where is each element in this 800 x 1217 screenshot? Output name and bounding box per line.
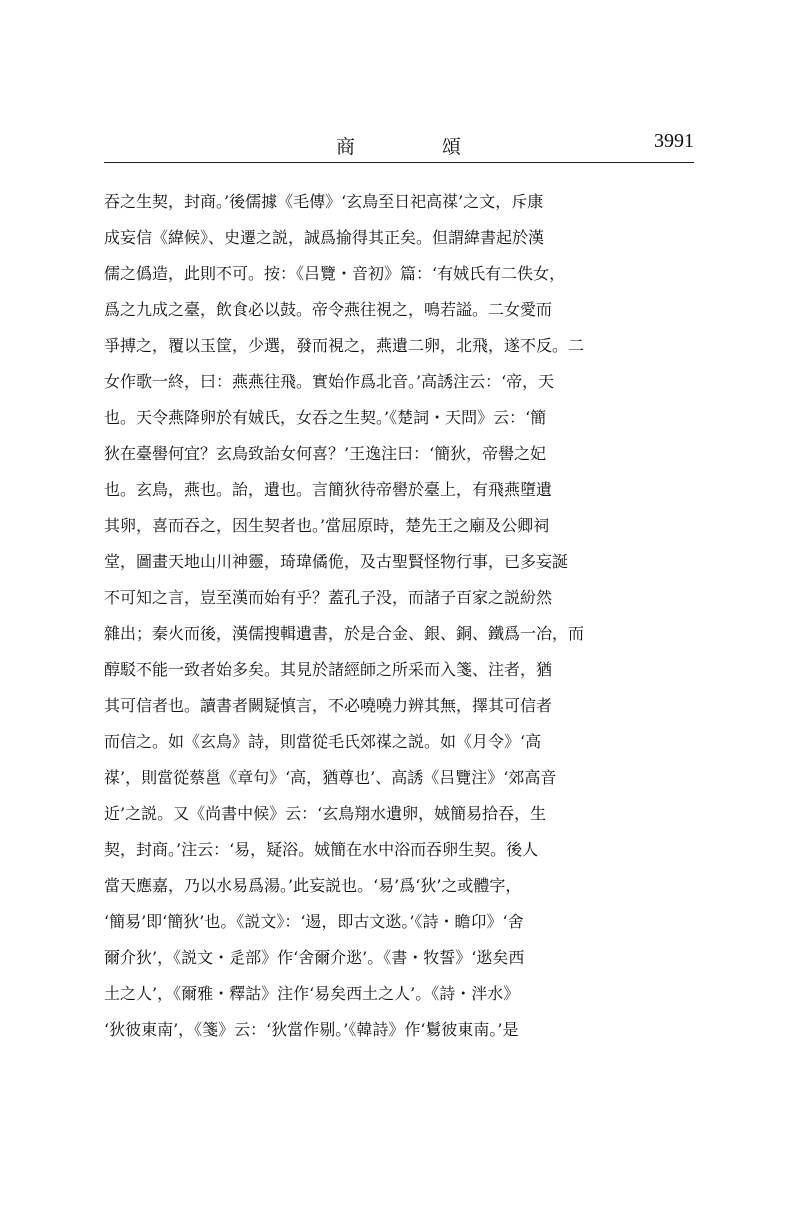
text-line: 近’之説。又《尚書中候》云：‘玄鳥翔水遺卵，娀簡易拾吞，生	[104, 804, 547, 823]
running-title: 商 頌	[336, 136, 496, 158]
text-line: 儒之僞造，此則不可。按：《吕覽・音初》篇：‘有娀氏有二佚女，	[104, 264, 566, 283]
text-line: 堂，圖畫天地山川神靈，琦瑋僪佹，及古聖賢怪物行事，已多妄誕	[104, 552, 569, 571]
text-line: 不可知之言，豈至漢而始有乎？蓋孔子没，而諸子百家之説紛然	[104, 588, 553, 607]
text-line: 其卵，喜而吞之，因生契者也。’當屈原時，楚先王之廟及公卿祠	[104, 516, 550, 535]
text-line: 也。天令燕降卵於有娀氏，女吞之生契。’《楚詞・天問》云：‘簡	[104, 408, 547, 427]
text-line: 狄在臺嚳何宜？玄鳥致詒女何喜？’王逸注曰：‘簡狄，帝嚳之妃	[104, 444, 547, 463]
text-line: 吞之生契，封商。’後儒據《毛傳》‘玄鳥至日祀高禖’之文，斥康	[104, 192, 544, 211]
page-header	[104, 128, 694, 168]
page-number: 3991	[654, 130, 694, 152]
body-text	[104, 184, 704, 1048]
text-line: 成妄信《緯候》、史遷之説，誠爲揄得其正矣。但謂緯書起於漢	[104, 228, 545, 247]
header-rule	[104, 162, 694, 163]
text-line: ‘簡易’即‘簡狄’也。《説文》：‘逷，即古文逖。’《詩・瞻卬》‘舍	[104, 912, 524, 931]
text-line: 土之人’，《爾雅・釋詁》注作‘易矣西土之人’。《詩・泮水》	[104, 984, 520, 1003]
text-line: ‘狄彼東南’，《箋》云：‘狄當作剔。’《韓詩》作‘鬄彼東南。’是	[104, 1020, 519, 1039]
text-line: 爲之九成之臺，飲食必以鼓。帝令燕往視之，鳴若謚。二女愛而	[104, 300, 553, 319]
text-line: 其可信者也。讀書者闕疑慎言，不必嘵嘵力辨其無，擇其可信者	[104, 696, 553, 715]
text-line: 禖’，則當從蔡邕《章句》‘高，猶尊也’、高誘《吕覽注》‘郊高音	[104, 768, 557, 787]
text-line: 醇駁不能一致者始多矣。其見於諸經師之所采而入箋、注者，猶	[104, 660, 553, 679]
text-line: 爭搏之，覆以玉筐，少選，發而視之，燕遺二卵，北飛，遂不反。二	[104, 336, 585, 355]
text-line: 女作歌一終，曰：燕燕往飛。實始作爲北音。’高誘注云：‘帝，天	[104, 372, 555, 391]
text-line: 當天應嘉，乃以水易爲湯。’此妄説也。‘易’爲‘狄’之或體字，	[104, 876, 522, 895]
text-line: 契，封商。’注云：‘易，疑浴。娀簡在水中浴而吞卵生契。後人	[104, 840, 539, 859]
text-line: 爾介狄’，《説文・辵部》作‘舍爾介逖’。《書・牧誓》‘逖矣西	[104, 948, 525, 967]
text-line: 也。玄鳥，燕也。詒，遺也。言簡狄待帝嚳於臺上，有飛燕墮遺	[104, 480, 553, 499]
text-line: 雜出；秦火而後，漢儒搜輯遺書，於是合金、銀、銅、鐵爲一冶，而	[104, 624, 585, 643]
text-line: 而信之。如《玄鳥》詩，則當從毛氏郊禖之説。如《月令》‘高	[104, 732, 542, 751]
